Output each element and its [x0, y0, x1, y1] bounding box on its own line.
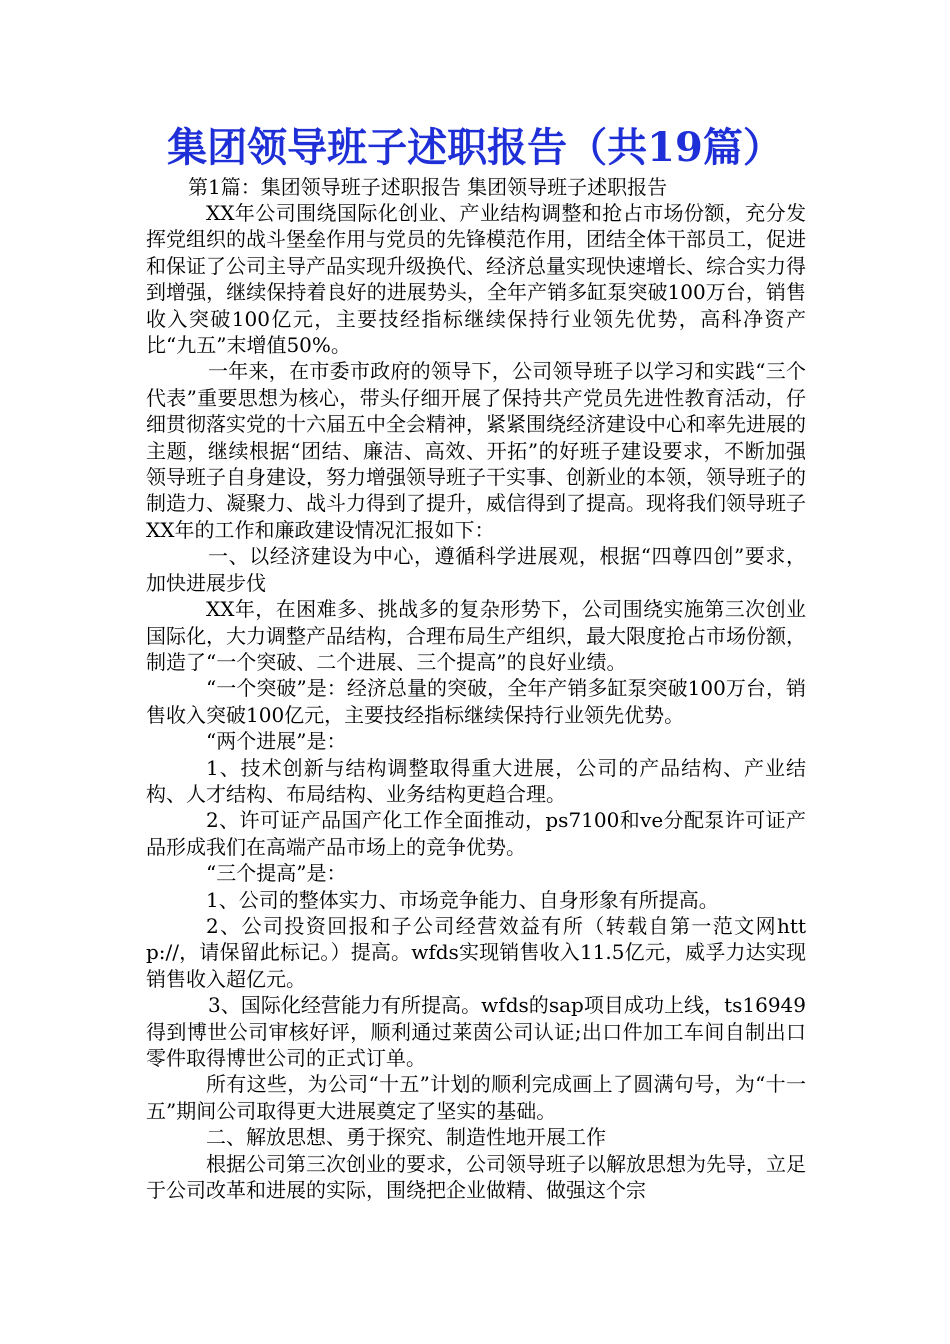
- paragraph: 所有这些，为公司“十五”计划的顺利完成画上了圆满句号，为“十一五”期间公司取得更大进展奠定了坚实的基础。: [146, 1072, 806, 1123]
- list-item: 1、技术创新与结构调整取得重大进展，公司的产品结构、产业结构、人才结构、布局结构、业务结构更趋合理。: [146, 755, 806, 806]
- section-heading: 二、解放思想、勇于探究、制造性地开展工作: [206, 1125, 606, 1150]
- list-item: 2、公司投资回报和子公司经营效益有所（转载自第一范文网http://，请保留此标记。）提高。wfds实现销售收入11.5亿元，威孚力达实现销售收入超亿元。: [146, 913, 806, 991]
- document-body: [146, 200, 806, 1203]
- list-item: 1、公司的整体实力、市场竞争能力、自身形象有所提高。: [206, 887, 719, 912]
- paragraph: 一年来，在市委市政府的领导下，公司领导班子以学习和实践“三个代表”重要思想为核心，带头仔细开展了保持共产党员先进性教育活动，仔细贯彻落实党的十六届五中全会精神，紧紧围绕经济建设中心和率先进展的主题，继续根据“团结、廉洁、高效、开拓”的好班子建设要求，不断加强领导班子自身建设，努力增强领导班子干实事、创新业的本领，领导班子的制造力、凝聚力、战斗力得到了提升，威信得到了提高。现将我们领导班子XX年的工作和廉政建设情况汇报如下：: [146, 359, 806, 542]
- paragraph: XX年公司围绕国际化创业、产业结构调整和抢占市场份额，充分发挥党组织的战斗堡垒作用与党员的先锋模范作用，团结全体干部员工，促进和保证了公司主导产品实现升级换代、经济总量实现快速增长、综合实力得到增强，继续保持着良好的进展势头，全年产销多缸泵突破100万台，销售收入突破100亿元，主要技经指标继续保持行业领先优势，高科净资产比“九五”末增值50%。: [146, 201, 806, 358]
- list-item: 3、国际化经营能力有所提高。wfds的sap项目成功上线，ts16949得到博世公司审核好评，顺利通过莱茵公司认证;出口件加工车间自制出口零件取得博世公司的正式订单。: [146, 993, 806, 1070]
- paragraph: “一个突破”是：经济总量的突破，全年产销多缸泵突破100万台，销售收入突破100亿元，主要技经指标继续保持行业领先优势。: [146, 676, 806, 727]
- paragraph: “两个进展”是：: [206, 729, 347, 754]
- section-heading: 一、以经济建设为中心，遵循科学进展观，根据“四尊四创”要求，加快进展步伐: [146, 544, 806, 595]
- document-subtitle: 第1篇：集团领导班子述职报告 集团领导班子述职报告: [188, 175, 668, 199]
- paragraph: XX年，在困难多、挑战多的复杂形势下，公司围绕实施第三次创业国际化，大力调整产品结构，合理布局生产组织，最大限度抢占市场份额，制造了“一个突破、二个进展、三个提高”的良好业绩。: [146, 597, 806, 674]
- paragraph: “三个提高”是：: [206, 861, 347, 886]
- paragraph: 根据公司第三次创业的要求，公司领导班子以解放思想为先导，立足于公司改革和进展的实际，围绕把企业做精、做强这个宗: [146, 1151, 806, 1203]
- list-item: 2、许可证产品国产化工作全面推动，ps7100和ve分配泵许可证产品形成我们在高端产品市场上的竞争优势。: [146, 808, 806, 859]
- document-title: 集团领导班子述职报告（共19篇）: [167, 124, 783, 171]
